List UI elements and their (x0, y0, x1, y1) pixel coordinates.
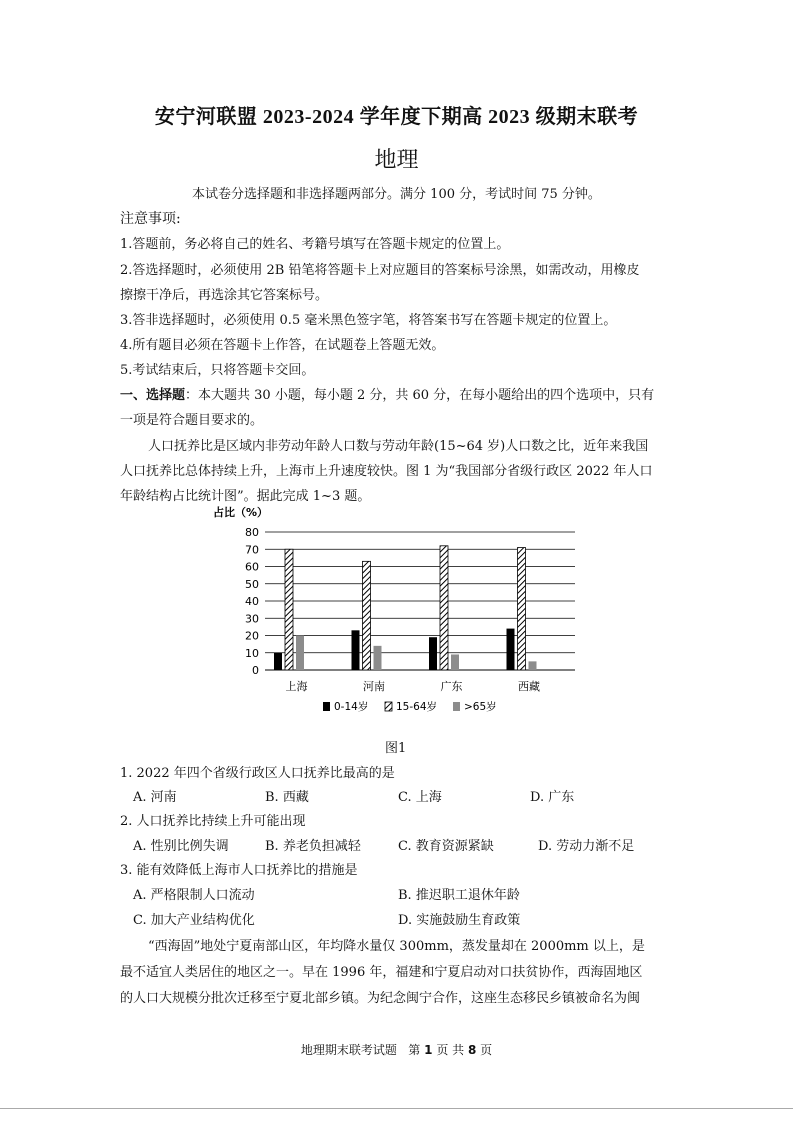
option[interactable]: D. 劳动力渐不足 (538, 839, 635, 854)
passage-line: 的人口大规模分批次迁移至宁夏北部乡镇。为纪念闽宁合作，这座生态移民乡镇被命名为闽 (120, 991, 641, 1006)
option[interactable]: D. 广东 (530, 790, 575, 805)
bar-15-64岁 (440, 546, 448, 670)
legend-label: >65岁 (464, 701, 497, 713)
question-stem: 2. 人口抚养比持续上升可能出现 (120, 814, 306, 829)
section-text-line2: 一项是符合题目要求的。 (120, 413, 264, 428)
bar->65岁 (296, 636, 304, 671)
y-tick-label: 60 (245, 560, 259, 574)
passage-line: 年龄结构占比统计图”。据此完成 1~3 题。 (120, 489, 371, 504)
bar-15-64岁 (285, 549, 293, 670)
bar-0-14岁 (274, 653, 282, 670)
page-footer (0, 1041, 793, 1058)
x-tick-label: 广东 (440, 680, 463, 693)
x-tick-label: 西藏 (518, 680, 540, 693)
legend-swatch (453, 702, 460, 711)
section-heading (120, 384, 654, 403)
section-text: ：本大题共 30 小题，每小题 2 分，共 60 分，在每小题给出的四个选项中，只有 (185, 388, 655, 403)
bar-0-14岁 (507, 629, 515, 670)
y-axis-label: 占比（%） (213, 506, 269, 519)
legend-swatch (323, 702, 330, 711)
bar-0-14岁 (429, 637, 437, 670)
exam-intro: 本试卷分选择题和非选择题两部分。满分 100 分，考试时间 75 分钟。 (192, 187, 601, 202)
y-tick-label: 40 (245, 595, 259, 608)
passage-line: “西海固”地处宁夏南部山区，年均降水量仅 300mm，蒸发量却在 2000mm 以上，是 (148, 939, 645, 954)
y-tick-label: 30 (245, 612, 259, 626)
legend-label: 15-64岁 (396, 701, 438, 713)
footer-page-prefix: 第 (408, 1043, 421, 1057)
y-tick-label: 50 (245, 577, 259, 591)
y-tick-label: 20 (245, 629, 259, 643)
notice-item: 1.答题前，务必将自己的姓名、考籍号填写在答题卡规定的位置上。 (120, 237, 510, 252)
age-structure-chart (205, 498, 585, 730)
figure-caption: 图1 (385, 741, 407, 756)
bar-15-64岁 (363, 561, 371, 670)
section-label: 一、选择题 (120, 388, 186, 403)
question-stem: 1. 2022 年四个省级行政区人口抚养比最高的是 (120, 766, 395, 781)
passage-line: 最不适宜人类居住的地区之一。早在 1996 年，福建和宁夏启动对口扶贫协作，西海固地区 (120, 965, 643, 980)
x-tick-label: 上海 (285, 680, 308, 693)
option[interactable]: C. 教育资源紧缺 (398, 839, 494, 854)
notice-item: 擦擦干净后，再选涂其它答案标号。 (120, 288, 329, 303)
option[interactable]: C. 上海 (398, 790, 442, 805)
footer-page-mid: 页 共 (436, 1043, 465, 1057)
option[interactable]: C. 加大产业结构优化 (133, 913, 255, 928)
footer-page-suffix: 页 (480, 1043, 493, 1057)
x-tick-label: 河南 (363, 680, 385, 693)
y-tick-label: 0 (252, 664, 259, 677)
passage-line: 人口抚养比总体持续上升，上海市上升速度较快。图 1 为“我国部分省级行政区 2022 年人口 (120, 464, 653, 479)
exam-title: 安宁河联盟 2023-2024 学年度下期高 2023 级期末联考 (154, 106, 639, 128)
bar->65岁 (451, 654, 459, 670)
option[interactable]: A. 严格限制人口流动 (133, 888, 255, 903)
notice-item: 4.所有题目必须在答题卡上作答，在试题卷上答题无效。 (120, 338, 445, 353)
notice-item: 3.答非选择题时，必须使用 0.5 毫米黑色签字笔，将答案书写在答题卡规定的位置上。 (120, 313, 617, 328)
notice-heading: 注意事项: (120, 211, 181, 227)
y-tick-label: 80 (245, 526, 259, 539)
subject-title: 地理 (374, 148, 419, 173)
option[interactable]: A. 河南 (133, 790, 177, 805)
bar-15-64岁 (518, 548, 526, 670)
legend-swatch (385, 702, 392, 711)
option[interactable]: B. 养老负担减轻 (265, 839, 361, 854)
question-stem: 3. 能有效降低上海市人口抚养比的措施是 (120, 863, 358, 878)
option[interactable]: D. 实施鼓励生育政策 (398, 913, 521, 928)
option[interactable]: B. 西藏 (265, 790, 309, 805)
y-tick-label: 70 (245, 543, 259, 557)
footer-total-pages: 8 (467, 1043, 477, 1057)
footer-page-number: 1 (424, 1043, 433, 1057)
y-tick-label: 10 (245, 646, 259, 660)
footer-exam: 地理期末联考试题 (300, 1043, 397, 1057)
bar->65岁 (529, 661, 537, 670)
passage-line: 人口抚养比是区域内非劳动年龄人口数与劳动年龄(15~64 岁)人口数之比，近年来我国 (148, 439, 649, 454)
page-bottom-rule (0, 1108, 793, 1109)
option[interactable]: B. 推迟职工退休年龄 (398, 888, 520, 903)
bar->65岁 (374, 646, 382, 670)
notice-item: 5.考试结束后，只将答题卡交回。 (120, 363, 315, 378)
bar-0-14岁 (352, 630, 360, 670)
notice-item: 2.答选择题时，必须使用 2B 铅笔将答题卡上对应题目的答案标号涂黑，如需改动，用橡皮 (120, 263, 640, 278)
option[interactable]: A. 性别比例失调 (133, 839, 229, 854)
legend-label: 0-14岁 (334, 701, 369, 713)
